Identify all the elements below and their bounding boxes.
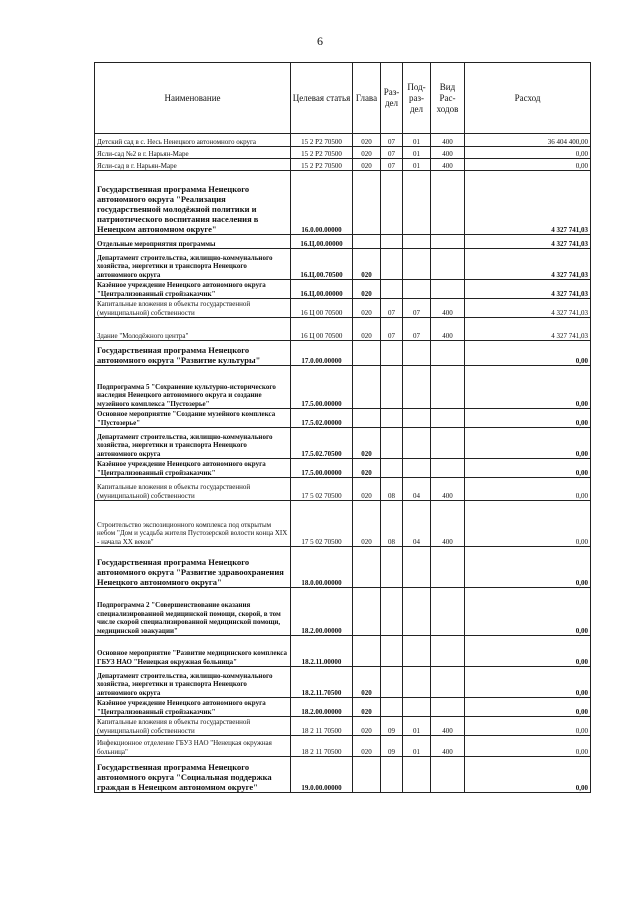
cell-section bbox=[381, 235, 403, 249]
cell-article: 16.0.00.00000 bbox=[291, 171, 353, 235]
table-body bbox=[95, 134, 591, 793]
cell-chapter: 020 bbox=[353, 667, 381, 698]
cell-article: 16.Ц.00.70500 bbox=[291, 249, 353, 280]
cell-section: 09 bbox=[381, 717, 403, 736]
cell-chapter: 020 bbox=[353, 736, 381, 757]
cell-amount: 4 327 741,03 bbox=[465, 171, 591, 235]
cell-amount: 0,00 bbox=[465, 717, 591, 736]
cell-chapter: 020 bbox=[353, 501, 381, 547]
cell-name: Ясли-сад в г. Нарьян-Маре bbox=[95, 159, 291, 171]
cell-subsection bbox=[403, 341, 431, 366]
header-subsection: Под- раз- дел bbox=[403, 63, 431, 134]
table-row bbox=[95, 171, 591, 235]
cell-amount: 0,00 bbox=[465, 698, 591, 717]
cell-section: 07 bbox=[381, 299, 403, 318]
cell-name: Государственная программа Ненецкого автономного округа "Социальная поддержка граждан в Ненецком автономном округе" bbox=[95, 757, 291, 793]
cell-name: Капитальные вложения в объекты государственной (муниципальной) собственности bbox=[95, 299, 291, 318]
cell-subsection bbox=[403, 428, 431, 459]
table-row bbox=[95, 341, 591, 366]
table-row bbox=[95, 299, 591, 318]
cell-expense-type bbox=[431, 249, 465, 280]
cell-expense-type: 400 bbox=[431, 147, 465, 159]
cell-section bbox=[381, 588, 403, 636]
cell-article: 16 Ц 00 70500 bbox=[291, 318, 353, 341]
cell-section bbox=[381, 547, 403, 588]
cell-name: Строительство экспозиционного комплекса под открытым небом "Дом и усадьба жителя Пустозерской волости конца XIX - начала XX веков" bbox=[95, 501, 291, 547]
cell-section bbox=[381, 636, 403, 667]
table-row bbox=[95, 588, 591, 636]
cell-section bbox=[381, 757, 403, 793]
cell-expense-type bbox=[431, 459, 465, 478]
cell-subsection bbox=[403, 547, 431, 588]
cell-section: 08 bbox=[381, 478, 403, 501]
cell-article: 17 5 02 70500 bbox=[291, 501, 353, 547]
cell-amount: 0,00 bbox=[465, 736, 591, 757]
cell-chapter bbox=[353, 366, 381, 409]
cell-amount: 0,00 bbox=[465, 636, 591, 667]
cell-section bbox=[381, 459, 403, 478]
cell-section bbox=[381, 171, 403, 235]
cell-section: 09 bbox=[381, 736, 403, 757]
cell-amount: 0,00 bbox=[465, 409, 591, 428]
cell-section: 07 bbox=[381, 134, 403, 147]
cell-article: 15 2 Р2 70500 bbox=[291, 159, 353, 171]
cell-section bbox=[381, 428, 403, 459]
cell-amount: 4 327 741,03 bbox=[465, 235, 591, 249]
cell-expense-type bbox=[431, 171, 465, 235]
table-row bbox=[95, 736, 591, 757]
cell-section: 08 bbox=[381, 501, 403, 547]
cell-subsection: 01 bbox=[403, 159, 431, 171]
cell-amount: 0,00 bbox=[465, 547, 591, 588]
cell-chapter: 020 bbox=[353, 280, 381, 299]
cell-expense-type bbox=[431, 667, 465, 698]
cell-amount: 0,00 bbox=[465, 588, 591, 636]
cell-name: Государственная программа Ненецкого автономного округа "Реализация государственной молодёжной политики и патриотического воспитания населения в Ненецком автономном округе" bbox=[95, 171, 291, 235]
cell-subsection bbox=[403, 409, 431, 428]
table-row bbox=[95, 636, 591, 667]
cell-amount: 4 327 741,03 bbox=[465, 249, 591, 280]
cell-article: 15 2 Р2 70500 bbox=[291, 134, 353, 147]
cell-section bbox=[381, 280, 403, 299]
cell-name: Детский сад в с. Несь Ненецкого автономного округа bbox=[95, 134, 291, 147]
cell-name: Подпрограмма 2 "Совершенствование оказания специализированной медицинской помощи, скорой, в том числе скорой специализированной медицинской помощи, медицинской эвакуации" bbox=[95, 588, 291, 636]
cell-article: 18 2 11 70500 bbox=[291, 717, 353, 736]
cell-name: Основное мероприятие "Создание музейного комплекса "Пустозерье" bbox=[95, 409, 291, 428]
table-row bbox=[95, 134, 591, 147]
cell-subsection bbox=[403, 757, 431, 793]
cell-name: Казённое учреждение Ненецкого автономного округа "Централизованный стройзаказчик" bbox=[95, 280, 291, 299]
cell-amount: 0,00 bbox=[465, 501, 591, 547]
cell-subsection bbox=[403, 667, 431, 698]
cell-expense-type bbox=[431, 757, 465, 793]
cell-expense-type bbox=[431, 280, 465, 299]
cell-article: 16.Ц.00.00000 bbox=[291, 280, 353, 299]
cell-article: 15 2 Р2 70500 bbox=[291, 147, 353, 159]
cell-expense-type bbox=[431, 366, 465, 409]
cell-chapter bbox=[353, 547, 381, 588]
table-row bbox=[95, 478, 591, 501]
cell-name: Департамент строительства, жилищно-коммунального хозяйства, энергетики и транспорта Ненецкого автономного округа bbox=[95, 249, 291, 280]
table-row bbox=[95, 717, 591, 736]
header-name: Наименование bbox=[95, 63, 291, 134]
cell-article: 18.2.11.70500 bbox=[291, 667, 353, 698]
table-row bbox=[95, 147, 591, 159]
cell-amount: 0,00 bbox=[465, 757, 591, 793]
cell-article: 16 Ц 00 70500 bbox=[291, 299, 353, 318]
table-row bbox=[95, 318, 591, 341]
cell-article: 17.5.00.00000 bbox=[291, 459, 353, 478]
table-row bbox=[95, 280, 591, 299]
cell-subsection: 01 bbox=[403, 147, 431, 159]
cell-subsection bbox=[403, 280, 431, 299]
table-row bbox=[95, 547, 591, 588]
header-amount: Расход bbox=[465, 63, 591, 134]
header-expense-type: Вид Рас- ходов bbox=[431, 63, 465, 134]
cell-name: Отдельные мероприятия программы bbox=[95, 235, 291, 249]
cell-amount: 4 327 741,03 bbox=[465, 280, 591, 299]
cell-section bbox=[381, 667, 403, 698]
cell-name: Подпрограмма 5 "Сохранение культурно-исторического наследия Ненецкого автономного округа и создание музейного комплекса "Пустозерье" bbox=[95, 366, 291, 409]
cell-name: Казённое учреждение Ненецкого автономного округа "Централизованный стройзаказчик" bbox=[95, 459, 291, 478]
cell-article: 16.Ц.00.00000 bbox=[291, 235, 353, 249]
cell-amount: 0,00 bbox=[465, 159, 591, 171]
cell-amount: 4 327 741,03 bbox=[465, 318, 591, 341]
cell-expense-type bbox=[431, 409, 465, 428]
cell-subsection bbox=[403, 588, 431, 636]
table-row bbox=[95, 428, 591, 459]
cell-chapter bbox=[353, 409, 381, 428]
cell-article: 17.5.02.70500 bbox=[291, 428, 353, 459]
cell-chapter: 020 bbox=[353, 717, 381, 736]
cell-chapter: 020 bbox=[353, 478, 381, 501]
cell-expense-type: 400 bbox=[431, 717, 465, 736]
cell-subsection bbox=[403, 235, 431, 249]
cell-expense-type bbox=[431, 547, 465, 588]
table-row bbox=[95, 667, 591, 698]
budget-table bbox=[94, 62, 591, 793]
cell-section bbox=[381, 366, 403, 409]
cell-chapter: 020 bbox=[353, 698, 381, 717]
cell-amount: 4 327 741,03 bbox=[465, 299, 591, 318]
cell-name: Ясли-сад №2 в г. Нарьян-Маре bbox=[95, 147, 291, 159]
cell-section: 07 bbox=[381, 159, 403, 171]
cell-amount: 0,00 bbox=[465, 459, 591, 478]
cell-amount: 0,00 bbox=[465, 667, 591, 698]
cell-expense-type: 400 bbox=[431, 736, 465, 757]
cell-name: Государственная программа Ненецкого автономного округа "Развитие здравоохранения Ненецкого автономного округа" bbox=[95, 547, 291, 588]
header-section: Раз- дел bbox=[381, 63, 403, 134]
cell-subsection bbox=[403, 636, 431, 667]
cell-article: 17 5 02 70500 bbox=[291, 478, 353, 501]
cell-section bbox=[381, 341, 403, 366]
cell-subsection bbox=[403, 366, 431, 409]
cell-subsection: 01 bbox=[403, 134, 431, 147]
table-row bbox=[95, 159, 591, 171]
cell-chapter: 020 bbox=[353, 299, 381, 318]
cell-amount: 0,00 bbox=[465, 428, 591, 459]
cell-chapter bbox=[353, 757, 381, 793]
table-row bbox=[95, 459, 591, 478]
cell-subsection bbox=[403, 249, 431, 280]
cell-section: 07 bbox=[381, 318, 403, 341]
cell-subsection bbox=[403, 698, 431, 717]
cell-expense-type: 400 bbox=[431, 501, 465, 547]
cell-expense-type bbox=[431, 698, 465, 717]
cell-name: Инфекционное отделение ГБУЗ НАО "Ненецкая окружная больница" bbox=[95, 736, 291, 757]
cell-subsection: 04 bbox=[403, 501, 431, 547]
cell-subsection: 07 bbox=[403, 318, 431, 341]
cell-expense-type: 400 bbox=[431, 318, 465, 341]
cell-name: Департамент строительства, жилищно-коммунального хозяйства, энергетики и транспорта Ненецкого автономного округа bbox=[95, 428, 291, 459]
cell-chapter bbox=[353, 341, 381, 366]
cell-article: 18.2.00.00000 bbox=[291, 698, 353, 717]
cell-article: 19.0.00.00000 bbox=[291, 757, 353, 793]
cell-chapter: 020 bbox=[353, 428, 381, 459]
cell-chapter: 020 bbox=[353, 159, 381, 171]
cell-section: 07 bbox=[381, 147, 403, 159]
cell-article: 18 2 11 70500 bbox=[291, 736, 353, 757]
cell-name: Капитальные вложения в объекты государственной (муниципальной) собственности bbox=[95, 478, 291, 501]
cell-chapter bbox=[353, 636, 381, 667]
cell-expense-type bbox=[431, 588, 465, 636]
cell-expense-type: 400 bbox=[431, 159, 465, 171]
table-row bbox=[95, 409, 591, 428]
cell-chapter bbox=[353, 171, 381, 235]
table-row bbox=[95, 501, 591, 547]
cell-section bbox=[381, 409, 403, 428]
cell-amount: 0,00 bbox=[465, 341, 591, 366]
cell-name: Казённое учреждение Ненецкого автономного округа "Централизованный стройзаказчик" bbox=[95, 698, 291, 717]
cell-article: 18.0.00.00000 bbox=[291, 547, 353, 588]
cell-article: 18.2.00.00000 bbox=[291, 588, 353, 636]
page-number: 6 bbox=[317, 34, 323, 48]
cell-chapter: 020 bbox=[353, 249, 381, 280]
table-row bbox=[95, 757, 591, 793]
cell-expense-type: 400 bbox=[431, 299, 465, 318]
cell-name: Капитальные вложения в объекты государственной (муниципальной) собственности bbox=[95, 717, 291, 736]
header-article: Целевая статья bbox=[291, 63, 353, 134]
cell-section bbox=[381, 698, 403, 717]
cell-article: 18.2.11.00000 bbox=[291, 636, 353, 667]
cell-subsection: 01 bbox=[403, 717, 431, 736]
cell-amount: 0,00 bbox=[465, 366, 591, 409]
cell-chapter bbox=[353, 588, 381, 636]
cell-name: Здание "Молодёжного центра" bbox=[95, 318, 291, 341]
cell-name: Основное мероприятие "Развитие медицинского комплекса ГБУЗ НАО "Ненецкая окружная больница" bbox=[95, 636, 291, 667]
table-row bbox=[95, 698, 591, 717]
cell-article: 17.5.00.00000 bbox=[291, 366, 353, 409]
cell-expense-type: 400 bbox=[431, 134, 465, 147]
cell-subsection: 04 bbox=[403, 478, 431, 501]
table-header-row bbox=[95, 63, 591, 134]
cell-name: Департамент строительства, жилищно-коммунального хозяйства, энергетики и транспорта Ненецкого автономного округа bbox=[95, 667, 291, 698]
cell-expense-type bbox=[431, 235, 465, 249]
cell-chapter bbox=[353, 235, 381, 249]
cell-article: 17.0.00.00000 bbox=[291, 341, 353, 366]
cell-amount: 36 404 400,00 bbox=[465, 134, 591, 147]
header-chapter: Глава bbox=[353, 63, 381, 134]
cell-chapter: 020 bbox=[353, 147, 381, 159]
cell-subsection bbox=[403, 459, 431, 478]
cell-section bbox=[381, 249, 403, 280]
cell-expense-type bbox=[431, 636, 465, 667]
cell-expense-type: 400 bbox=[431, 478, 465, 501]
cell-subsection: 01 bbox=[403, 736, 431, 757]
cell-chapter: 020 bbox=[353, 134, 381, 147]
cell-subsection: 07 bbox=[403, 299, 431, 318]
cell-amount: 0,00 bbox=[465, 147, 591, 159]
table-row bbox=[95, 366, 591, 409]
cell-expense-type bbox=[431, 341, 465, 366]
table-row bbox=[95, 235, 591, 249]
cell-name: Государственная программа Ненецкого автономного округа "Развитие культуры" bbox=[95, 341, 291, 366]
cell-subsection bbox=[403, 171, 431, 235]
table-row bbox=[95, 249, 591, 280]
cell-chapter: 020 bbox=[353, 459, 381, 478]
cell-expense-type bbox=[431, 428, 465, 459]
cell-chapter: 020 bbox=[353, 318, 381, 341]
cell-amount: 0,00 bbox=[465, 478, 591, 501]
cell-article: 17.5.02.00000 bbox=[291, 409, 353, 428]
